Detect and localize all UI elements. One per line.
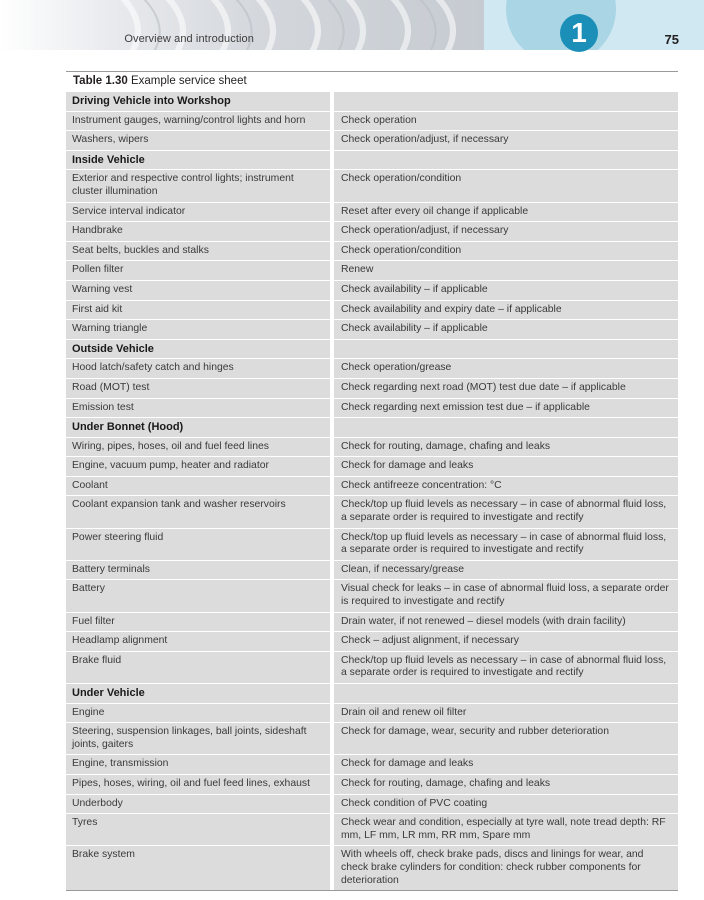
action-cell: Check operation/grease [334,359,678,378]
table-section-row [66,91,678,111]
table-row [66,202,678,222]
item-cell: Pollen filter [66,261,330,280]
action-cell [334,151,678,170]
table-row [66,319,678,339]
table-row [66,221,678,241]
action-cell: Drain water, if not renewed – diesel models (with drain facility) [334,613,678,632]
section-heading: Outside Vehicle [66,340,330,359]
table-row [66,495,678,527]
action-cell: Check for routing, damage, chafing and leaks [334,438,678,457]
item-cell: Emission test [66,399,330,418]
table-row [66,260,678,280]
action-cell: Check availability – if applicable [334,281,678,300]
action-cell: Check regarding next emission test due – if applicable [334,399,678,418]
item-cell: Battery terminals [66,561,330,580]
action-cell: Check wear and condition, especially at tyre wall, note tread depth: RF mm, LF mm, LR mm, RR mm, Spare mm [334,814,678,845]
section-heading: Under Vehicle [66,684,330,703]
table-row [66,130,678,150]
table-row [66,703,678,723]
section-heading: Under Bonnet (Hood) [66,418,330,437]
table-row [66,560,678,580]
service-sheet-table [66,71,678,891]
item-cell: Power steering fluid [66,529,330,560]
table-section-row [66,150,678,170]
item-cell: Washers, wipers [66,131,330,150]
table-row [66,651,678,683]
action-cell: Renew [334,261,678,280]
item-cell: Road (MOT) test [66,379,330,398]
table-row [66,722,678,754]
table-row [66,612,678,632]
action-cell: Check operation [334,112,678,131]
table-row [66,579,678,611]
item-cell: Seat belts, buckles and stalks [66,242,330,261]
action-cell: Check for routing, damage, chafing and leaks [334,775,678,794]
action-cell: Check – adjust alignment, if necessary [334,632,678,651]
table-row [66,476,678,496]
item-cell: Brake fluid [66,652,330,683]
action-cell: Check/top up fluid levels as necessary – in case of abnormal fluid loss, a separate order is required to investigate and rectify [334,529,678,560]
table-row [66,754,678,774]
table-row [66,241,678,261]
action-cell: With wheels off, check brake pads, discs and linings for wear, and check brake cylinders for condition: check rubber components for deterioration [334,846,678,890]
table-row [66,774,678,794]
page-header [0,0,704,50]
table-row [66,378,678,398]
table-row [66,813,678,845]
table-row [66,280,678,300]
item-cell: Exterior and respective control lights; instrument cluster illumination [66,170,330,201]
chapter-number-badge: 1 [560,14,598,52]
table-section-row [66,417,678,437]
table-caption-title: Example service sheet [130,75,247,87]
action-cell: Check operation/condition [334,242,678,261]
item-cell: Service interval indicator [66,203,330,222]
item-cell: Steering, suspension linkages, ball joints, sideshaft joints, gaiters [66,723,330,754]
item-cell: Tyres [66,814,330,845]
table-row [66,631,678,651]
action-cell: Check antifreeze concentration: °C [334,477,678,496]
action-cell: Check condition of PVC coating [334,795,678,814]
item-cell: Battery [66,580,330,611]
item-cell: Pipes, hoses, wiring, oil and fuel feed lines, exhaust [66,775,330,794]
table-body [66,91,678,891]
action-cell: Check/top up fluid levels as necessary – in case of abnormal fluid loss, a separate order is required to investigate and rectify [334,652,678,683]
action-cell: Clean, if necessary/grease [334,561,678,580]
item-cell: Handbrake [66,222,330,241]
action-cell: Check operation/condition [334,170,678,201]
item-cell: Headlamp alignment [66,632,330,651]
table-row [66,300,678,320]
section-heading: Inside Vehicle [66,151,330,170]
item-cell: Brake system [66,846,330,890]
header-tyre-tread-band [0,0,484,50]
action-cell: Check availability and expiry date – if applicable [334,301,678,320]
item-cell: Instrument gauges, warning/control lights and horn [66,112,330,131]
item-cell: Coolant [66,477,330,496]
action-cell: Check operation/adjust, if necessary [334,131,678,150]
action-cell: Check for damage and leaks [334,457,678,476]
section-heading: Driving Vehicle into Workshop [66,92,330,111]
action-cell [334,684,678,703]
action-cell: Check availability – if applicable [334,320,678,339]
item-cell: First aid kit [66,301,330,320]
table-row [66,169,678,201]
action-cell [334,92,678,111]
table-row [66,358,678,378]
action-cell: Visual check for leaks – in case of abnormal fluid loss, a separate order is required to investigate and rectify [334,580,678,611]
item-cell: Coolant expansion tank and washer reservoirs [66,496,330,527]
table-row [66,398,678,418]
action-cell [334,340,678,359]
running-head: Overview and introduction [124,33,254,45]
table-row [66,111,678,131]
table-row [66,456,678,476]
table-row [66,528,678,560]
item-cell: Hood latch/safety catch and hinges [66,359,330,378]
action-cell: Check for damage and leaks [334,755,678,774]
table-row [66,845,678,891]
table-caption-label: Table 1.30 [73,75,128,87]
item-cell: Warning triangle [66,320,330,339]
item-cell: Engine, transmission [66,755,330,774]
action-cell: Reset after every oil change if applicable [334,203,678,222]
item-cell: Fuel filter [66,613,330,632]
action-cell: Check operation/adjust, if necessary [334,222,678,241]
item-cell: Engine, vacuum pump, heater and radiator [66,457,330,476]
item-cell: Underbody [66,795,330,814]
action-cell: Check/top up fluid levels as necessary – in case of abnormal fluid loss, a separate order is required to investigate and rectify [334,496,678,527]
action-cell [334,418,678,437]
action-cell: Check for damage, wear, security and rubber deterioration [334,723,678,754]
table-section-row [66,683,678,703]
table-caption [66,72,678,91]
page-number: 75 [664,32,679,47]
item-cell: Wiring, pipes, hoses, oil and fuel feed lines [66,438,330,457]
action-cell: Drain oil and renew oil filter [334,704,678,723]
item-cell: Warning vest [66,281,330,300]
table-row [66,437,678,457]
item-cell: Engine [66,704,330,723]
table-section-row [66,339,678,359]
action-cell: Check regarding next road (MOT) test due date – if applicable [334,379,678,398]
table-row [66,794,678,814]
